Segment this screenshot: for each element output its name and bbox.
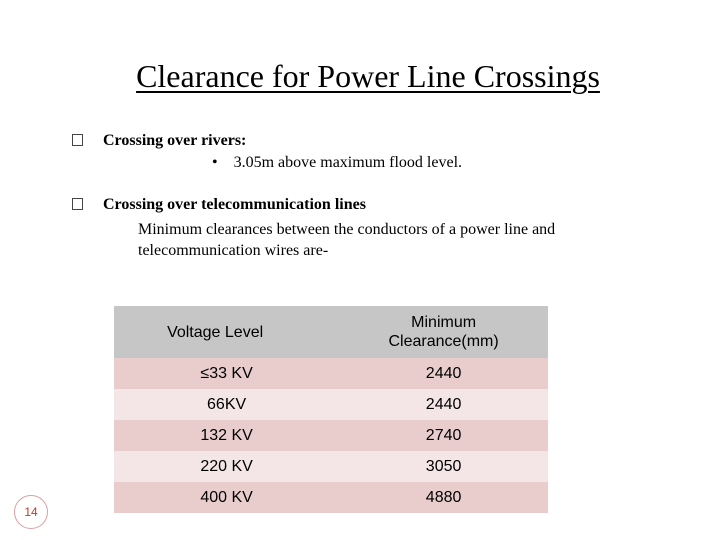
clearance-cell: 3050	[339, 451, 548, 482]
voltage-cell: 66KV	[114, 389, 339, 420]
paragraph-line: Minimum clearances between the conductors of a power line and	[138, 221, 556, 238]
voltage-cell: ≤33 KV	[114, 358, 339, 389]
table-row	[114, 451, 548, 482]
clearance-cell: 2740	[339, 420, 548, 451]
sub-bullet-text: 3.05m above maximum flood level.	[233, 154, 463, 171]
table-header-row	[114, 306, 548, 358]
header-minimum-clearance	[339, 306, 548, 358]
telecom-paragraph	[138, 219, 628, 261]
clearance-cell: 2440	[339, 389, 548, 420]
voltage-cell: 400 KV	[114, 482, 339, 513]
voltage-cell: 220 KV	[114, 451, 339, 482]
sub-bullet-flood	[212, 154, 462, 172]
page-number: 14	[14, 495, 48, 529]
checkbox-bullet-icon	[72, 134, 83, 146]
table-row	[114, 420, 548, 451]
table-row	[114, 358, 548, 389]
bullet-heading: Crossing over telecommunication lines	[103, 196, 366, 213]
clearance-table	[114, 306, 548, 513]
header-line: Clearance(mm)	[388, 333, 499, 350]
clearance-cell: 2440	[339, 358, 548, 389]
checkbox-bullet-icon	[72, 198, 83, 210]
bullet-rivers	[72, 132, 246, 150]
header-voltage-level: Voltage Level	[114, 306, 339, 358]
voltage-cell: 132 KV	[114, 420, 339, 451]
bullet-heading: Crossing over rivers:	[103, 132, 247, 149]
slide-title: Clearance for Power Line Crossings	[136, 58, 600, 94]
clearance-cell: 4880	[339, 482, 548, 513]
bullet-telecom	[72, 196, 366, 214]
table-row	[114, 389, 548, 420]
paragraph-line: telecommunication wires are-	[138, 242, 329, 259]
header-line: Minimum	[411, 314, 477, 331]
dot-bullet-icon: •	[212, 154, 218, 171]
table-row	[114, 482, 548, 513]
